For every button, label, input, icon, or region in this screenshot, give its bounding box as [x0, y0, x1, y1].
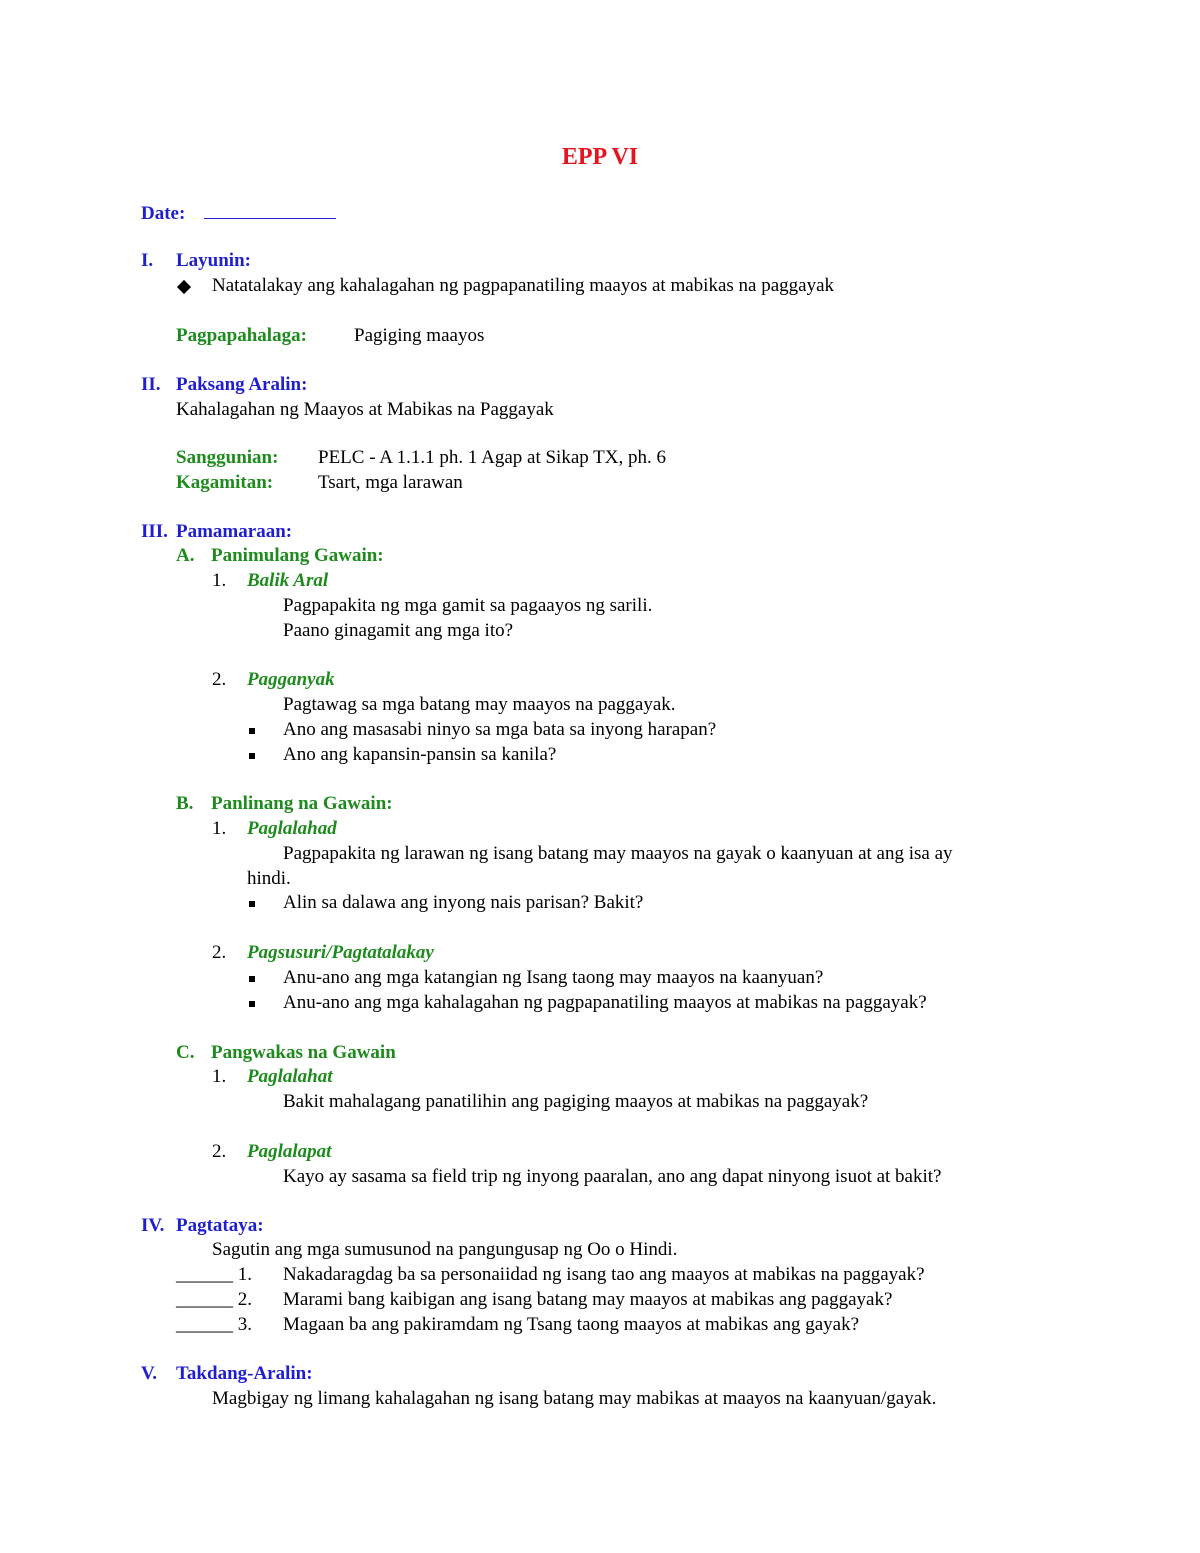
subsection-b-heading: Panlinang na Gawain: — [211, 793, 393, 814]
c2-number: 2. — [212, 1141, 227, 1162]
section-1-number: I. — [141, 250, 154, 271]
square-bullet-icon — [249, 718, 255, 742]
subsection-a-heading: Panimulang Gawain: — [211, 545, 384, 566]
c2-line-1: Kayo ay sasama sa field trip ng inyong paaralan, ano ang dapat ninyong isuot at bakit? — [283, 1166, 942, 1187]
b1-bullet-1: Alin sa dalawa ang inyong nais parisan? Bakit? — [283, 892, 644, 913]
b1-number: 1. — [212, 818, 227, 839]
q2-text: Marami bang kaibigan ang isang batang may maayos at mabikas ang paggayak? — [283, 1289, 893, 1310]
b1-line-2: hindi. — [247, 868, 291, 889]
date-blank — [204, 200, 336, 219]
q3-text: Magaan ba ang pakiramdam ng Tsang taong maayos at mabikas ang gayak? — [283, 1314, 860, 1335]
c1-line-1: Bakit mahalagang panatilihin ang pagiging maayos at mabikas na paggayak? — [283, 1091, 869, 1112]
a1-title: Balik Aral — [247, 570, 329, 591]
q2-blank: ______ 2. — [176, 1289, 252, 1310]
section-2-number: II. — [141, 374, 161, 395]
objective-text: Natatalakay ang kahalagahan ng pagpapanatiling maayos at mabikas na paggayak — [212, 275, 834, 296]
square-bullet-icon — [249, 966, 255, 990]
section-3-number: III. — [141, 521, 168, 542]
a2-bullet-2: Ano ang kapansin-pansin sa kanila? — [283, 744, 557, 765]
section-5-heading: Takdang-Aralin: — [176, 1363, 313, 1384]
subsection-b-letter: B. — [176, 793, 194, 814]
evaluation-instruction: Sagutin ang mga sumusunod na pangungusap ng Oo o Hindi. — [212, 1239, 678, 1260]
value-label: Pagpapahalaga: — [176, 325, 307, 346]
materials-text: Tsart, mga larawan — [318, 472, 463, 493]
homework-text: Magbigay ng limang kahalagahan ng isang batang may mabikas at maayos na kaanyuan/gayak. — [212, 1388, 937, 1409]
square-bullet-icon — [249, 743, 255, 767]
a2-number: 2. — [212, 669, 227, 690]
q3-blank: ______ 3. — [176, 1314, 252, 1335]
a1-number: 1. — [212, 570, 227, 591]
date-label-text: Date: — [141, 203, 186, 224]
b2-bullet-1: Anu-ano ang mga katangian ng Isang taong may maayos na kaanyuan? — [283, 967, 824, 988]
section-4-number: IV. — [141, 1215, 165, 1236]
b2-title: Pagsusuri/Pagtatalakay — [247, 942, 434, 963]
b2-number: 2. — [212, 942, 227, 963]
subsection-c-letter: C. — [176, 1042, 195, 1063]
square-bullet-icon — [249, 891, 255, 915]
diamond-bullet-icon — [179, 274, 189, 298]
section-5-number: V. — [141, 1363, 158, 1384]
reference-label: Sanggunian: — [176, 447, 279, 468]
a2-title: Pagganyak — [247, 669, 335, 690]
topic-text: Kahalagahan ng Maayos at Mabikas na Paggayak — [176, 399, 554, 420]
section-1-heading: Layunin: — [176, 250, 251, 271]
a1-line-2: Paano ginagamit ang mga ito? — [283, 620, 514, 641]
c1-number: 1. — [212, 1066, 227, 1087]
a2-bullet-1: Ano ang masasabi ninyo sa mga bata sa inyong harapan? — [283, 719, 717, 740]
c2-title: Paglalapat — [247, 1141, 332, 1162]
page-title: EPP VI — [561, 144, 639, 170]
q1-text: Nakadaragdag ba sa personaiidad ng isang tao ang maayos at mabikas na paggayak? — [283, 1264, 925, 1285]
b1-line-1: Pagpapakita ng larawan ng isang batang may maayos na gayak o kaanyuan at ang isa ay — [283, 843, 953, 864]
subsection-c-heading: Pangwakas na Gawain — [211, 1042, 396, 1063]
materials-label: Kagamitan: — [176, 472, 274, 493]
q1-blank: ______ 1. — [176, 1264, 252, 1285]
square-bullet-icon — [249, 991, 255, 1015]
value-text: Pagiging maayos — [354, 325, 485, 346]
a1-line-1: Pagpapakita ng mga gamit sa pagaayos ng sarili. — [283, 595, 653, 616]
a2-line-1: Pagtawag sa mga batang may maayos na paggayak. — [283, 694, 676, 715]
reference-text: PELC - A 1.1.1 ph. 1 Agap at Sikap TX, ph. 6 — [318, 447, 666, 468]
section-4-heading: Pagtataya: — [176, 1215, 264, 1236]
b2-bullet-2: Anu-ano ang mga kahalagahan ng pagpapanatiling maayos at mabikas na paggayak? — [283, 992, 927, 1013]
c1-title: Paglalahat — [247, 1066, 333, 1087]
b1-title: Paglalahad — [247, 818, 337, 839]
subsection-a-letter: A. — [176, 545, 195, 566]
section-3-heading: Pamamaraan: — [176, 521, 293, 542]
section-2-heading: Paksang Aralin: — [176, 374, 308, 395]
date-label — [141, 200, 336, 226]
